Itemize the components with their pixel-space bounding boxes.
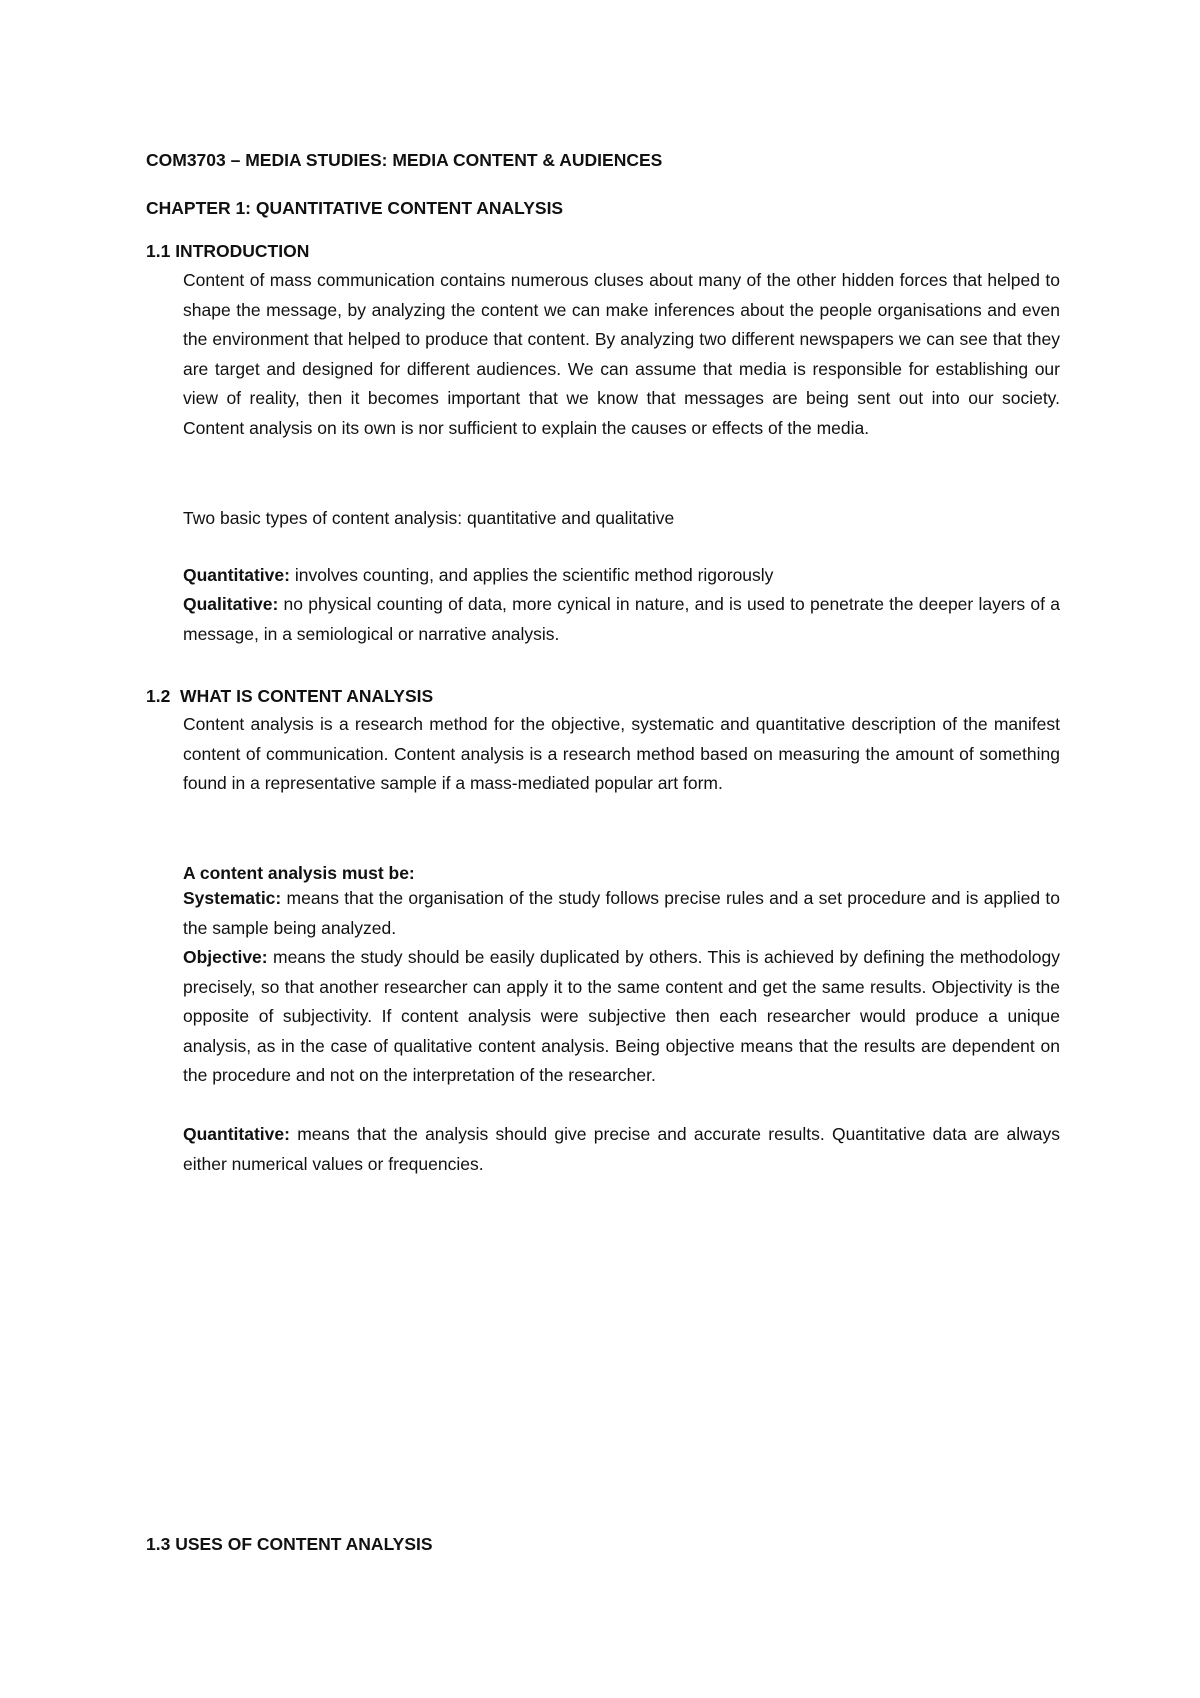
- qualitative-text: no physical counting of data, more cynical in nature, and is used to penetrate the deeper layers of a message, in a semiological or narrative analysis.: [183, 594, 1060, 644]
- types-line: Two basic types of content analysis: quantitative and qualitative: [183, 508, 675, 528]
- quantitative-criterion-text: means that the analysis should give precise and accurate results. Quantitative data are always either numerical values or frequencies.: [183, 1124, 1060, 1174]
- section-heading-1-1: 1.1 INTRODUCTION: [146, 241, 310, 261]
- intro-paragraph: [183, 266, 1060, 443]
- quantitative-label: Quantitative:: [183, 565, 290, 585]
- systematic-text: means that the organisation of the study follows precise rules and a set procedure and is applied to the sample being analyzed.: [183, 888, 1060, 938]
- chapter-title: CHAPTER 1: QUANTITATIVE CONTENT ANALYSIS: [146, 198, 564, 218]
- qualitative-label: Qualitative:: [183, 594, 279, 614]
- section-heading-1-2: 1.2 WHAT IS CONTENT ANALYSIS: [146, 686, 434, 706]
- systematic-label: Systematic:: [183, 888, 282, 908]
- quantitative-criterion: [183, 1120, 1060, 1179]
- section-heading-1-3: 1.3 USES OF CONTENT ANALYSIS: [146, 1534, 433, 1554]
- objective-definition: [183, 943, 1060, 1091]
- quantitative-definition: [183, 561, 1060, 591]
- systematic-definition: [183, 884, 1060, 943]
- quantitative-text: involves counting, and applies the scientific method rigorously: [289, 565, 774, 585]
- what-is-paragraph: [183, 710, 1060, 799]
- course-title: COM3703 – MEDIA STUDIES: MEDIA CONTENT & AUDIENCES: [146, 150, 663, 170]
- objective-text: means the study should be easily duplicated by others. This is achieved by defining the methodology precisely, so that another researcher can apply it to the same content and get the same results. Objectivity is the opposite of subjectivity. If content analysis were subjective then each researcher would produce a unique analysis, as in the case of qualitative content analysis. Being objective means that the results are dependent on the procedure and not on the interpretation of the researcher.: [183, 947, 1060, 1085]
- intro-paragraph-text: Content of mass communication contains numerous cluses about many of the other hidden forces that helped to shape the message, by analyzing the content we can make inferences about the people organisations and even the environment that helped to produce that content. By analyzing two different newspapers we can see that they are target and designed for different audiences. We can assume that media is responsible for establishing our view of reality, then it becomes important that we know that messages are being sent out into our society. Content analysis on its own is nor sufficient to explain the causes or effects of the media.: [183, 270, 1060, 438]
- quantitative-criterion-label: Quantitative:: [183, 1124, 290, 1144]
- qualitative-definition: [183, 590, 1060, 649]
- must-be-heading: A content analysis must be:: [183, 863, 415, 883]
- objective-label: Objective:: [183, 947, 268, 967]
- what-is-paragraph-text: Content analysis is a research method for the objective, systematic and quantitative description of the manifest content of communication. Content analysis is a research method based on measuring the amount of something found in a representative sample if a mass-mediated popular art form.: [183, 714, 1060, 793]
